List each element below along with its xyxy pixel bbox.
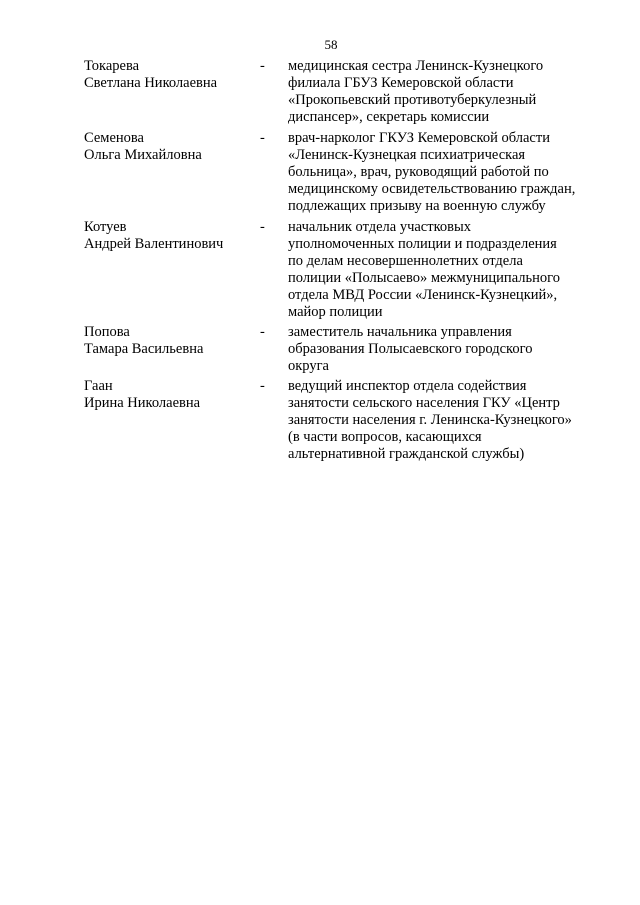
member-entry xyxy=(84,130,604,215)
member-role xyxy=(288,378,608,463)
member-role xyxy=(288,130,608,215)
member-role-line: отдела МВД России «Ленинск-Кузнецкий», xyxy=(288,287,558,303)
member-surname: Семенова xyxy=(84,130,144,146)
member-role-line: больница», врач, руководящий работой по xyxy=(288,164,549,180)
member-entry xyxy=(84,378,604,463)
member-surname: Токарева xyxy=(84,58,140,74)
member-name xyxy=(84,324,260,358)
member-name xyxy=(84,378,260,412)
member-role xyxy=(288,219,608,321)
member-role-line: (в части вопросов, касающихся xyxy=(288,429,482,445)
member-entry xyxy=(84,324,604,375)
member-role-line: уполномоченных полиции и подразделения xyxy=(288,236,557,252)
member-name xyxy=(84,130,260,164)
member-role-line: образования Полысаевского городского xyxy=(288,341,533,357)
member-name xyxy=(84,219,260,253)
member-surname: Гаан xyxy=(84,378,113,394)
member-role-line: занятости населения г. Ленинска-Кузнецкого» xyxy=(288,412,572,428)
member-role-line: «Ленинск-Кузнецкая психиатрическая xyxy=(288,147,526,163)
member-dash: - xyxy=(260,378,265,394)
member-role-line: медицинская сестра Ленинск-Кузнецкого xyxy=(288,58,544,74)
member-role-line: майор полиции xyxy=(288,304,383,320)
member-given-names: Ирина Николаевна xyxy=(84,395,201,411)
member-given-names: Тамара Васильевна xyxy=(84,341,204,357)
member-dash: - xyxy=(260,219,265,235)
member-role-line: округа xyxy=(288,358,329,374)
member-given-names: Ольга Михайловна xyxy=(84,147,202,163)
member-role-line: по делам несовершеннолетних отдела xyxy=(288,253,523,269)
page-number: 58 xyxy=(324,37,338,52)
member-entry xyxy=(84,58,604,126)
member-dash: - xyxy=(260,130,265,146)
member-surname: Попова xyxy=(84,324,130,340)
member-role-line: начальник отдела участковых xyxy=(288,219,471,235)
member-entry xyxy=(84,219,604,321)
member-dash: - xyxy=(260,324,265,340)
member-role xyxy=(288,324,608,375)
member-dash: - xyxy=(260,58,265,74)
member-role-line: «Прокопьевский противотуберкулезный xyxy=(288,92,537,108)
member-role-line: диспансер», секретарь комиссии xyxy=(288,109,490,125)
member-role-line: филиала ГБУЗ Кемеровской области xyxy=(288,75,514,91)
member-role-line: занятости сельского населения ГКУ «Центр xyxy=(288,395,560,411)
member-name xyxy=(84,58,260,92)
member-surname: Котуев xyxy=(84,219,127,235)
member-given-names: Светлана Николаевна xyxy=(84,75,218,91)
commission-member-list xyxy=(84,58,604,463)
member-role-line: подлежащих призыву на военную службу xyxy=(288,198,546,214)
member-role-line: ведущий инспектор отдела содействия xyxy=(288,378,527,394)
member-given-names: Андрей Валентинович xyxy=(84,236,224,252)
member-role xyxy=(288,58,608,126)
member-role-line: полиции «Полысаево» межмуниципального xyxy=(288,270,560,286)
member-role-line: альтернативной гражданской службы) xyxy=(288,446,525,462)
member-role-line: медицинскому освидетельствованию граждан, xyxy=(288,181,576,197)
member-role-line: врач-нарколог ГКУЗ Кемеровской области xyxy=(288,130,550,146)
member-role-line: заместитель начальника управления xyxy=(288,324,512,340)
